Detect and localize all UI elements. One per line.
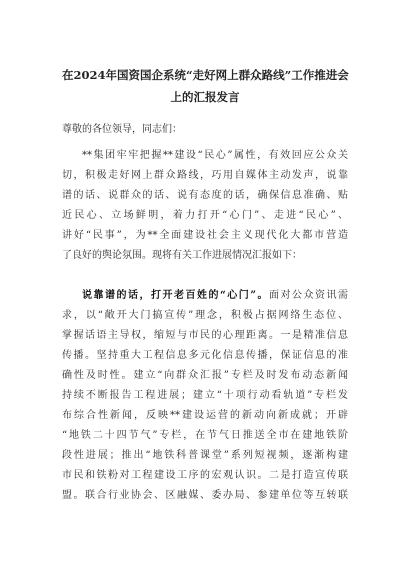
text-line: 布综合性新闻，反映**建设运营的新动向新成就；开辟 (62, 410, 348, 421)
document-title (62, 64, 348, 108)
text-line: 讲好“民事”，为**全面建设社会主义现代化大都市营造 (62, 230, 348, 241)
text-line: 了良好的舆论氛围。现将有关工作进展情况汇报如下： (62, 250, 302, 261)
text-line: 求，以“敞开大门搞宣传”理念，积极占据网络生态位、 (62, 310, 348, 321)
text-line: 近民心、立场鲜明，着力打开“心门”、走进“民心”、 (62, 210, 348, 221)
title-line-2: 上的汇报发言 (170, 90, 240, 104)
paragraph-section-1 (62, 286, 348, 506)
title-line-1: 在2024年国资国企系统“走好网上群众路线”工作推进会 (62, 68, 349, 82)
text-line (62, 286, 348, 306)
text-line: 谱的话、说群众的话、说有态度的话，确保信息准确、贴 (62, 190, 348, 201)
section-heading: 说靠谱的话，打开老百姓的“心门”。 (82, 290, 269, 301)
text-line: 确性及时性。建立“向群众汇报”专栏及时发布动态新闻 (62, 370, 348, 381)
text-line: 切，积极走好网上群众路线，巧用自媒体主动发声，说靠 (62, 170, 348, 181)
text-line: 段性进展；推出“地铁科普课堂”系列短视频，逐渐构建 (62, 450, 348, 461)
salutation: 尊敬的各位领导，同志们： (62, 124, 182, 135)
text-line: 持续不断报告工程进展；建立“十项行动看轨道”专栏发 (62, 390, 348, 401)
paragraph-intro (62, 146, 348, 266)
text-fragment: 面对公众资讯需 (269, 290, 348, 301)
text-line: 传播。坚持重大工程信息多元化信息传播，保证信息的准 (62, 350, 348, 361)
text-line: 盟。联合行业协会、区融媒、委办局、参建单位等互转联 (62, 490, 348, 501)
text-line: 市民和铁粉对工程建设工序的宏观认识。二是打造宣传联 (62, 470, 348, 481)
text-line: 掌握话语主导权，缩短与市民的心理距离。一是精准信息 (62, 330, 348, 341)
text-line: “地铁二十四节气”专栏，在节气日推送全市在建地铁阶 (62, 430, 348, 441)
text-line: **集团牢牢把握**建设“民心”属性，有效回应公众关 (82, 150, 348, 161)
